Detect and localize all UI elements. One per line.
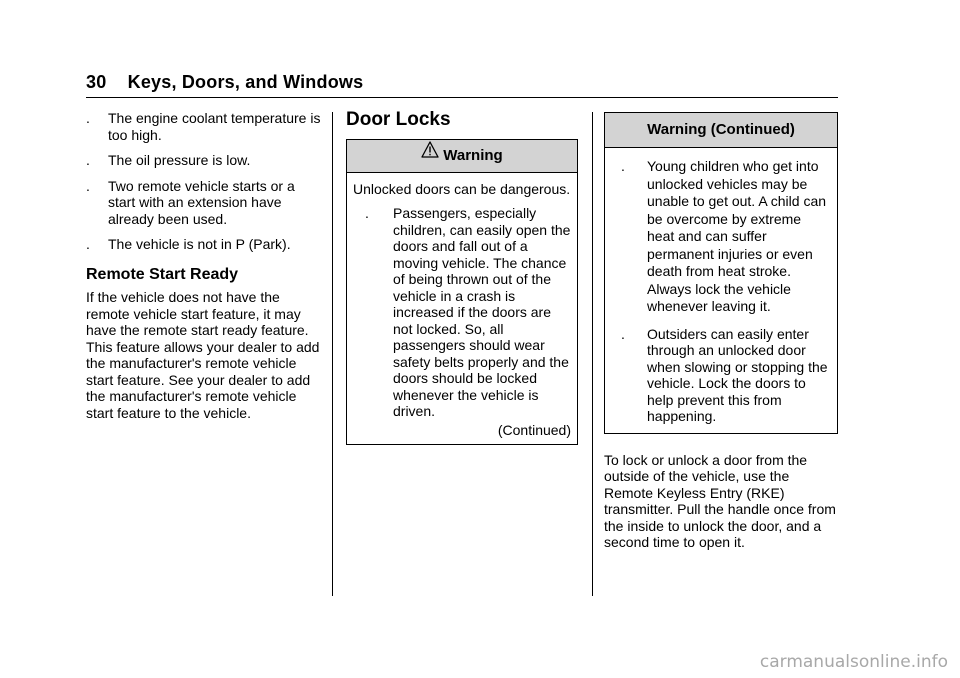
list-item [613,158,829,316]
list-item [86,152,322,169]
warning-triangle-icon [421,138,439,170]
bullet-glyph: . [86,110,90,126]
bullet-glyph: . [86,236,90,252]
header-rule [86,97,838,98]
bullet-text: Young children who get into unlocked vehicles may be unable to get out. A child can be overcome by extreme heat and can suffer permanent injuries or even death from heat stroke. Always lock the vehicle whenever leaving it. [647,158,827,314]
bullet-text: The engine coolant temperature is too high. [108,110,321,143]
bullet-text: Passengers, especially children, can easily open the doors and fall out of a moving vehicle. The chance of being thrown out of the vehicle in a crash is increased if the doors are not locked. So, all passengers should wear safety belts properly and the doors should be locked whenever the vehicle is driven. [393,205,571,419]
subheading-remote-start-ready: Remote Start Ready [86,265,239,283]
page-header [86,72,363,93]
chapter-title: Keys, Doors, and Windows [127,72,364,92]
warning-header [347,140,577,173]
bullet-text: Outsiders can easily enter through an unlocked door when slowing or stopping the vehicle. Lock the doors to help prevent this from happening. [647,325,828,424]
bullet-glyph: . [86,152,90,168]
list-item [86,178,322,228]
list-item [86,110,322,143]
bullet-text: Two remote vehicle starts or a start with an extension have already been used. [108,177,295,227]
warning-header: Warning (Continued) [605,113,837,148]
warning-intro: Unlocked doors can be dangerous. [353,180,571,197]
warning-label: Warning [443,146,503,164]
body-paragraph: If the vehicle does not have the remote vehicle start feature, it may have the remote start ready feature. This feature allows your dealer to add the manufacturer's remote vehicle start feature. See your dealer to add the manufacturer's remote vehicle start feature to the vehicle. [86,289,320,421]
column-divider-right [592,112,593,596]
section-title-door-locks: Door Locks [346,109,451,130]
warning-box [346,139,578,446]
list-item [86,236,322,253]
warning-body [605,148,837,433]
watermark: carmanualsonline.info [759,652,948,672]
continued-label: (Continued) [497,421,571,438]
list-item [365,205,571,420]
body-paragraph: To lock or unlock a door from the outside of the vehicle, use the Remote Keyless Entry (RKE) transmitter. Pull the handle once from the inside to unlock the door, and a second time to open it. [604,451,836,550]
column-divider-left [332,112,333,596]
bullet-glyph: . [621,158,625,174]
bullet-text: The oil pressure is low. [108,152,251,168]
bullet-glyph: . [365,205,369,221]
column-2 [346,110,578,445]
column-1 [86,110,322,421]
list-item [613,326,829,425]
warning-box-continued [604,112,838,434]
page-number: 30 [86,72,107,92]
bullet-text: The vehicle is not in P (Park). [108,236,291,252]
column-3 [604,112,838,551]
warning-body [347,173,577,445]
bullet-glyph: . [86,177,90,194]
bullet-glyph: . [621,325,625,342]
